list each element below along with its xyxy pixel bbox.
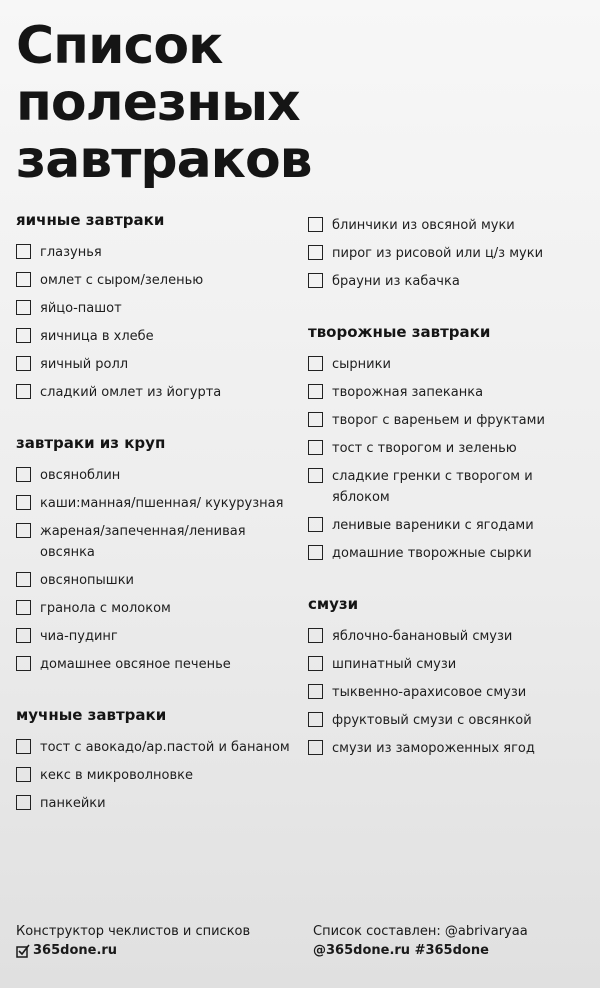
section-smoothies [308,594,593,759]
item-label: омлет с сыром/зеленью [40,273,204,288]
checklist-item[interactable] [16,521,301,563]
item-label: чиа-пудинг [40,629,118,644]
checklist-item[interactable] [308,382,593,403]
title-line: полезных [16,73,300,133]
checklist-item[interactable] [308,438,593,459]
checklist-item[interactable] [308,543,593,564]
checklist-item[interactable] [308,354,593,375]
checkbox[interactable] [308,440,323,455]
checklist-item[interactable] [308,710,593,731]
checklist-item[interactable] [16,737,301,758]
checklist-item[interactable] [16,465,301,486]
checklist-item[interactable] [16,765,301,786]
item-label: брауни из кабачка [332,274,460,289]
section-egg-breakfasts [16,210,301,403]
checklist-item[interactable] [308,215,593,236]
checkbox[interactable] [308,628,323,643]
checklist-item[interactable] [308,654,593,675]
section-curd-breakfasts [308,322,593,564]
section-flour-breakfasts [16,705,301,814]
item-label: жареная/запеченная/ленивая овсянка [40,524,246,560]
checkbox[interactable] [308,217,323,232]
checkbox[interactable] [16,656,31,671]
footer-left [16,922,250,960]
item-label: панкейки [40,796,106,811]
checklist-item[interactable] [308,738,593,759]
checklist-item[interactable] [16,654,301,675]
item-label: тыквенно-арахисовое смузи [332,685,527,700]
footer-right [313,922,528,960]
checkbox[interactable] [308,356,323,371]
checkbox[interactable] [16,572,31,587]
item-label: шпинатный смузи [332,657,457,672]
item-label: каши:манная/пшенная/ кукурузная [40,496,284,511]
checkbox[interactable] [16,384,31,399]
brand-name: 365done.ru [33,943,118,958]
item-label: домашние творожные сырки [332,546,532,561]
item-label: сладкий омлет из йогурта [40,385,222,400]
checklist-item[interactable] [16,570,301,591]
checkbox[interactable] [16,244,31,259]
page-title [16,18,312,189]
right-column [308,215,593,789]
title-line: завтраков [16,130,312,190]
checkbox[interactable] [16,523,31,538]
item-label: овсяноблин [40,468,121,483]
checklist-item[interactable] [308,410,593,431]
item-label: гранола с молоком [40,601,171,616]
checkbox[interactable] [16,467,31,482]
checklist-item[interactable] [308,682,593,703]
item-label: тост с творогом и зеленью [332,441,517,456]
checkbox[interactable] [16,495,31,510]
checkbox[interactable] [308,517,323,532]
item-label: домашнее овсяное печенье [40,657,231,672]
checkbox[interactable] [308,384,323,399]
section-heading: завтраки из круп [16,434,166,452]
left-column [16,210,301,844]
item-label: яичница в хлебе [40,329,154,344]
checklist-item[interactable] [16,354,301,375]
footer-constructor-text: Конструктор чеклистов и списков [16,924,251,939]
checkbox[interactable] [16,272,31,287]
checklist-item[interactable] [308,243,593,264]
item-label: творожная запеканка [332,385,484,400]
checkbox[interactable] [308,740,323,755]
checklist-item[interactable] [16,598,301,619]
item-label: овсянопышки [40,573,134,588]
brand-link[interactable] [16,941,250,960]
item-label: сырники [332,357,391,372]
checklist-item[interactable] [16,382,301,403]
section-flour-continued [308,215,593,292]
footer-tags: @365done.ru #365done [313,943,489,958]
checklist-item[interactable] [16,242,301,263]
checklist-item[interactable] [308,515,593,536]
checklist-item[interactable] [308,271,593,292]
section-heading: яичные завтраки [16,211,165,229]
checkbox[interactable] [308,684,323,699]
item-label: ленивые вареники с ягодами [332,518,534,533]
checkbox[interactable] [308,273,323,288]
footer-author-text: Список составлен: @abrivaryaa [313,924,528,939]
checkbox[interactable] [16,328,31,343]
item-label: блинчики из овсяной муки [332,218,515,233]
checkbox[interactable] [16,600,31,615]
item-label: творог с вареньем и фруктами [332,413,545,428]
checkbox[interactable] [308,656,323,671]
checkbox[interactable] [308,412,323,427]
section-grain-breakfasts [16,433,301,675]
checklist-item[interactable] [16,326,301,347]
checklist-item[interactable] [16,493,301,514]
section-heading: смузи [308,595,359,613]
checklist-item[interactable] [16,626,301,647]
checkbox[interactable] [16,739,31,754]
checklist-item[interactable] [308,466,593,508]
checkbox[interactable] [16,795,31,810]
checklist-item[interactable] [16,298,301,319]
checkbox[interactable] [308,712,323,727]
section-heading: мучные завтраки [16,706,167,724]
title-line: Список [16,16,223,76]
checkbox[interactable] [16,628,31,643]
checkbox-check-icon [16,944,30,958]
item-label: яичный ролл [40,357,129,372]
item-label: смузи из замороженных ягод [332,741,535,756]
item-label: сладкие гренки с творогом и яблоком [332,469,533,505]
item-label: яйцо-пашот [40,301,122,316]
item-label: яблочно-банановый смузи [332,629,513,644]
item-label: фруктовый смузи с овсянкой [332,713,532,728]
checklist-item[interactable] [308,626,593,647]
item-label: глазунья [40,245,102,260]
checkbox[interactable] [16,356,31,371]
checkbox[interactable] [16,300,31,315]
checkbox[interactable] [16,767,31,782]
item-label: кекс в микроволновке [40,768,193,783]
item-label: пирог из рисовой или ц/з муки [332,246,544,261]
checklist-item[interactable] [16,270,301,291]
section-heading: творожные завтраки [308,323,491,341]
checkbox[interactable] [308,468,323,483]
checklist-item[interactable] [16,793,301,814]
checkbox[interactable] [308,545,323,560]
item-label: тост с авокадо/ар.пастой и бананом [40,740,290,755]
checkbox[interactable] [308,245,323,260]
